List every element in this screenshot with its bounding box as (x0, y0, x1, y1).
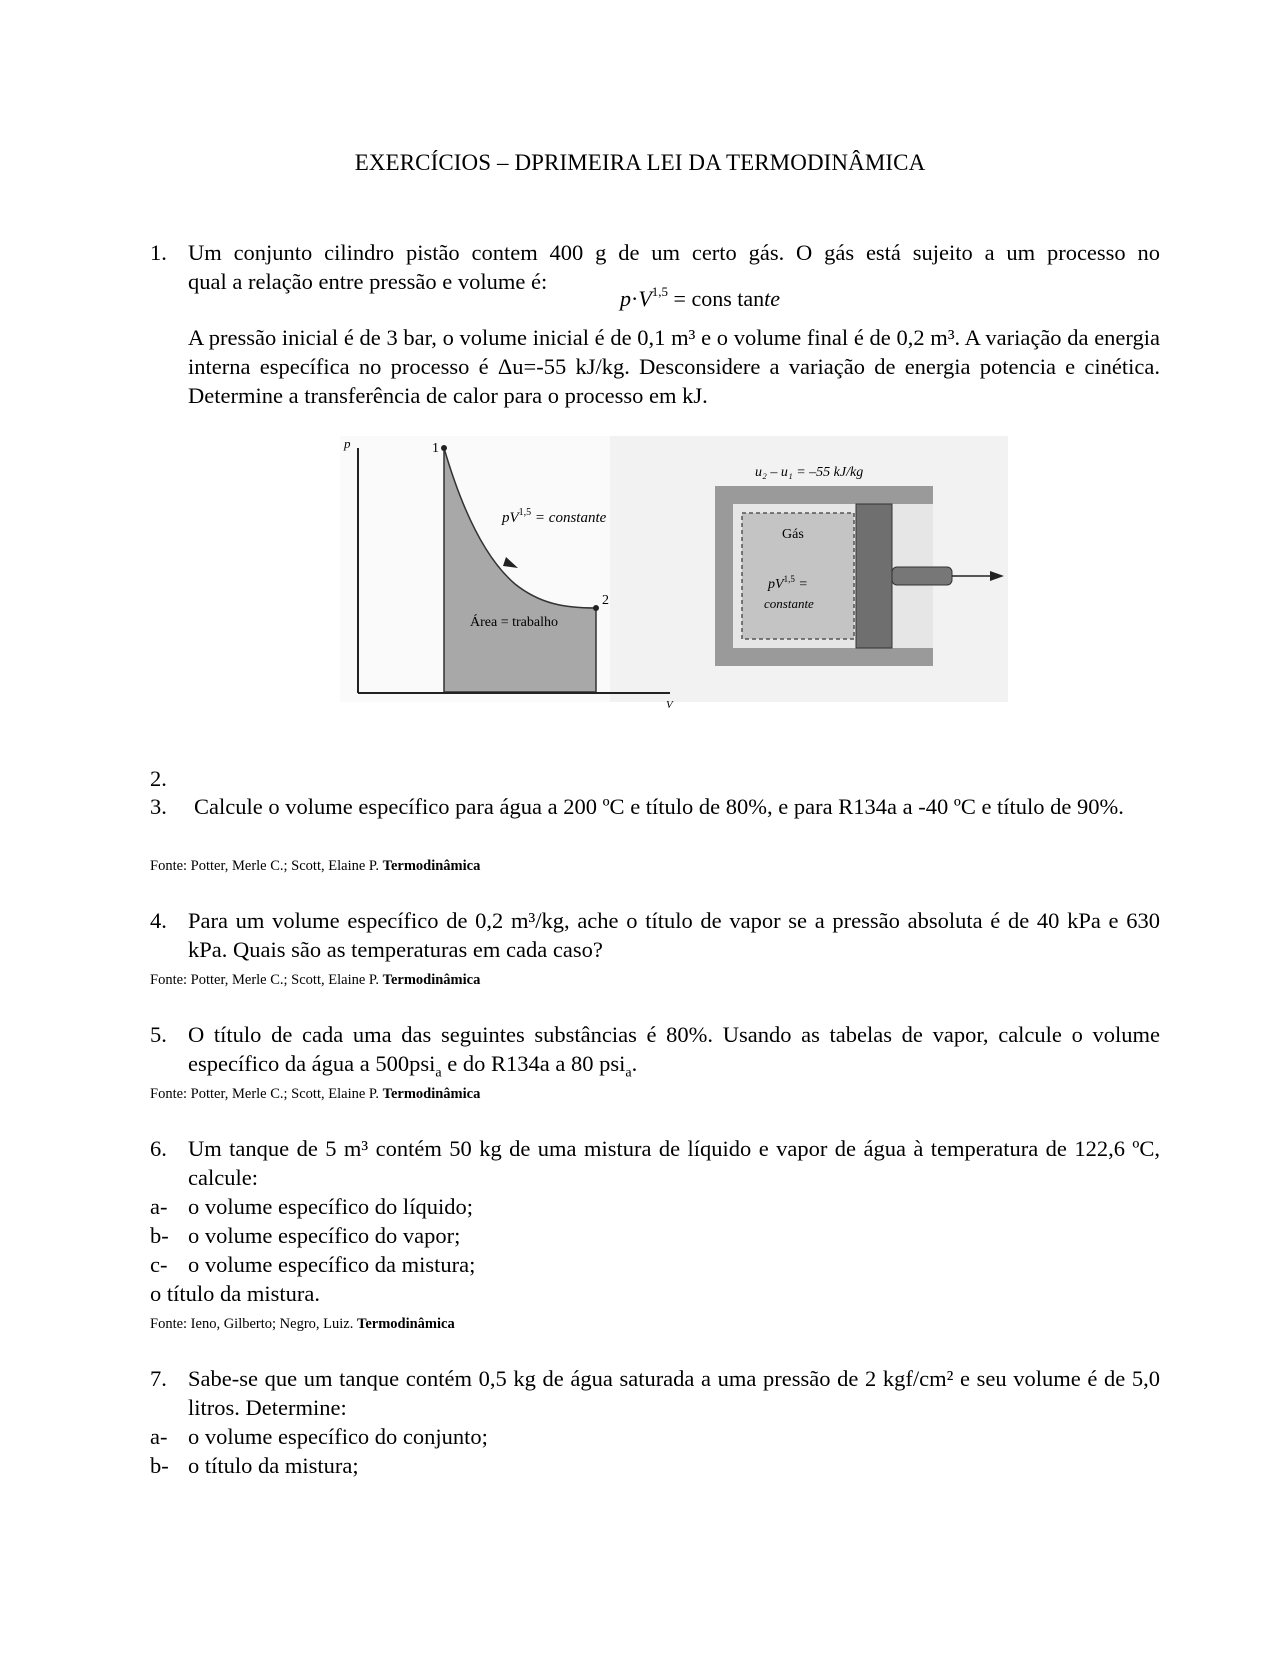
source-citation: Fonte: Potter, Merle C.; Scott, Elaine P. Termodinâmica (150, 858, 481, 874)
piston (856, 504, 892, 648)
axis-v-label: V (666, 699, 673, 711)
source-citation: Fonte: Ieno, Gilberto; Negro, Luiz. Termodinâmica (150, 1316, 455, 1332)
question-number: 7. (150, 1366, 167, 1391)
list-item: a- (150, 1194, 168, 1219)
question-number: 6. (150, 1136, 167, 1161)
question-6 (150, 1134, 1160, 1192)
gas-label: Gás (782, 527, 804, 542)
question-number: 5. (150, 1022, 167, 1047)
gas-equation: pV$^{1,5}$ = (768, 574, 808, 592)
question-6-last: o título da mistura. (150, 1281, 320, 1306)
list-item-text: o volume específico do conjunto; (188, 1424, 488, 1449)
question-1-line-1: Um conjunto cilindro pistão contem 400 g de um certo gás. O gás está sujeito a um processo no (188, 240, 1160, 265)
state-1-point (441, 445, 447, 451)
state-2-point (593, 605, 599, 611)
source-citation: Fonte: Potter, Merle C.; Scott, Elaine P. Termodinâmica (150, 1086, 481, 1102)
question-1-line-2: qual a relação entre pressão e volume é: (188, 269, 548, 294)
pv-diagram-figure (340, 436, 1008, 711)
question-7-text: Sabe-se que um tanque contém 0,5 kg de água saturada a uma pressão de 2 kgf/cm² e seu volume é de 5,0 litros. Determine: (188, 1366, 1160, 1420)
question-5 (150, 1020, 1160, 1088)
list-item-text: o título da mistura; (188, 1453, 359, 1478)
list-item-text: o volume específico do líquido; (188, 1194, 473, 1219)
list-item: c- (150, 1252, 168, 1277)
list-item: a- (150, 1424, 168, 1449)
question-4 (150, 906, 1160, 964)
question-3-text: Calcule o volume específico para água a 200 ºC e título de 80%, e para R134a a -40 ºC e título de 90%. (194, 794, 1124, 819)
source-citation: Fonte: Potter, Merle C.; Scott, Elaine P. Termodinâmica (150, 972, 481, 988)
formula-pv: $p\cdot V^{1,5}$ = cons tante (620, 284, 781, 311)
list-item-text: o volume específico da mistura; (188, 1252, 476, 1277)
list-item: b- (150, 1453, 169, 1478)
question-3 (150, 792, 1160, 821)
state-2-label: 2 (602, 593, 609, 608)
question-number: 4. (150, 908, 167, 933)
question-7 (150, 1364, 1160, 1422)
question-number: 1. (150, 240, 167, 265)
energy-label: u₂ – u₁ = –55 kJ/kg (755, 465, 864, 480)
curve-label: pV$^{1,5}$ = constante (502, 507, 607, 526)
piston-rod (892, 567, 952, 585)
question-number: 3. (150, 794, 167, 819)
list-item: b- (150, 1223, 169, 1248)
question-5-text: O título de cada uma das seguintes substâncias é 80%. Usando as tabelas de vapor, calcule o volume específico da água a 500psi$_a$ e do R134a a 80 psi$_a$. (188, 1022, 1160, 1081)
page-title: EXERCÍCIOS – DPRIMEIRA LEI DA TERMODINÂMICA (354, 150, 926, 175)
state-1-label: 1 (432, 441, 439, 456)
list-item-text: o volume específico do vapor; (188, 1223, 461, 1248)
question-1-body: A pressão inicial é de 3 bar, o volume inicial é de 0,1 m³ e o volume final é de 0,2 m³. A variação da energia interna específica no processo é Δu=-55 kJ/kg. Desconsidere a variação de energia potencia e cinética. Determine a transferência de calor para o processo em kJ. (188, 325, 1160, 408)
question-4-text: Para um volume específico de 0,2 m³/kg, ache o título de vapor se a pressão absoluta é de 40 kPa e 630 kPa. Quais são as temperaturas em cada caso? (188, 908, 1160, 962)
axis-p-label: p (344, 436, 351, 451)
question-1-paragraph (150, 323, 1160, 410)
question-6-text: Um tanque de 5 m³ contém 50 kg de uma mistura de líquido e vapor de água à temperatura de 122,6 ºC, calcule: (188, 1136, 1160, 1190)
question-number: 2. (150, 766, 167, 791)
area-label: Área = trabalho (470, 615, 558, 630)
gas-equation-constant: constante (764, 596, 814, 611)
